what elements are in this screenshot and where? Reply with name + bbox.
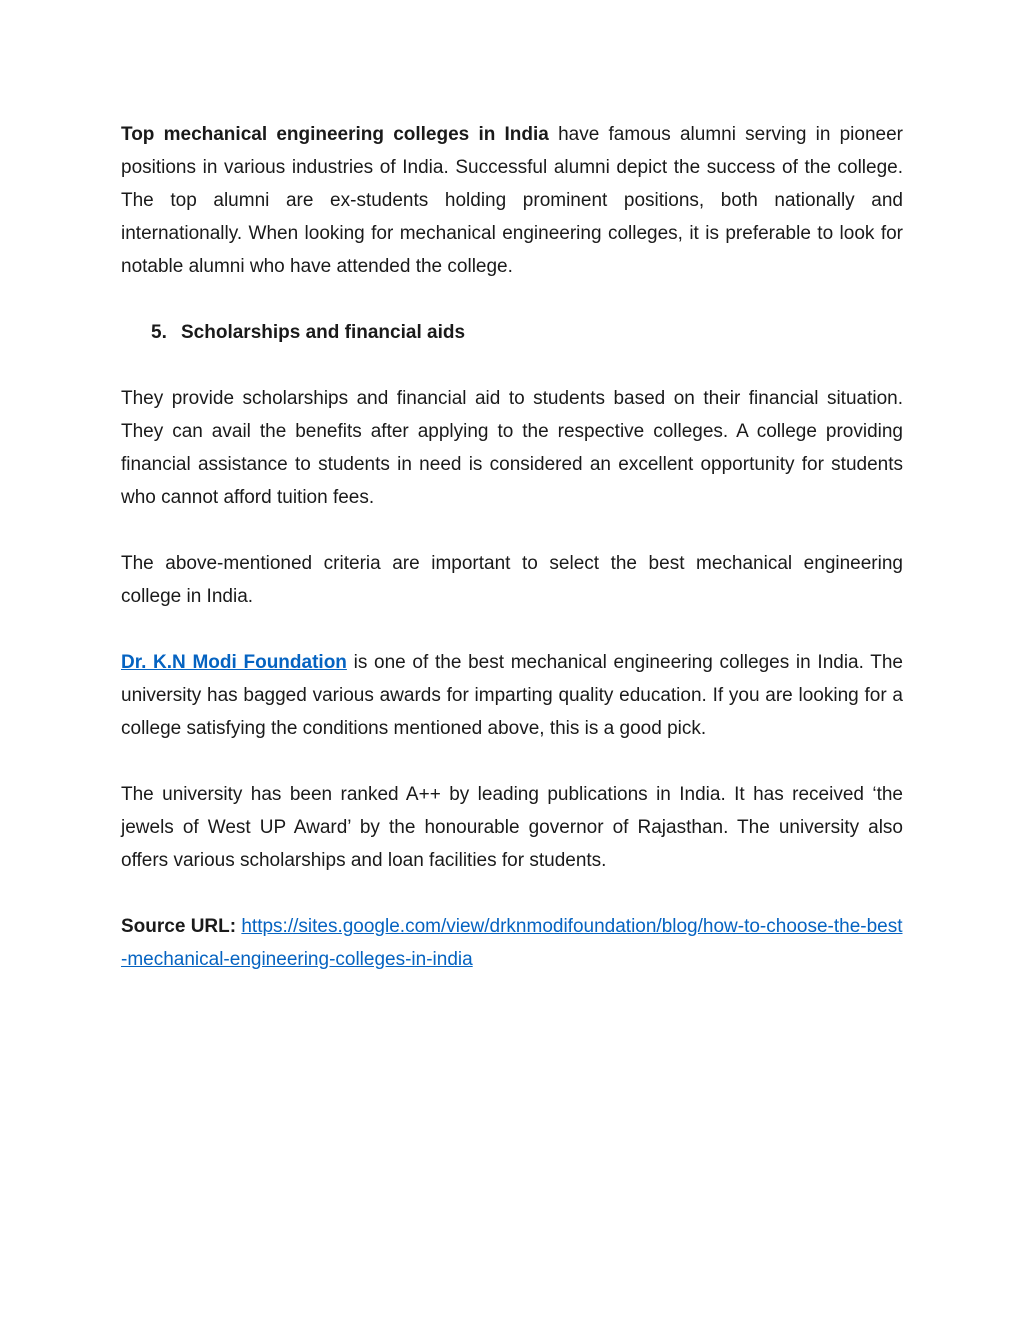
paragraph-foundation — [121, 646, 903, 745]
source-url-link[interactable]: https://sites.google.com/view/drknmodifoundation/blog/how-to-choose-the-best-mechanical-engineering-colleges-in-india — [121, 916, 903, 970]
heading-number: 5. — [151, 322, 167, 343]
foundation-link[interactable]: Dr. K.N Modi Foundation — [121, 652, 347, 673]
paragraph-ranking: The university has been ranked A++ by leading publications in India. It has received ‘the jewels of West UP Award’ by the honourable governor of Rajasthan. The university also offers various scholarships and loan facilities for students. — [121, 784, 903, 871]
section-heading-scholarships — [151, 316, 903, 349]
foundation-body-text: is one of the best mechanical engineering colleges in India. The university has bagged various awards for imparting quality education. If you are looking for a college satisfying the conditions mentioned above, this is a good pick. — [121, 652, 903, 739]
paragraph-criteria: The above-mentioned criteria are important to select the best mechanical engineering college in India. — [121, 553, 903, 607]
document-page — [121, 118, 903, 976]
heading-text: Scholarships and financial aids — [181, 322, 466, 343]
source-label: Source URL: — [121, 916, 237, 937]
paragraph-alumni — [121, 118, 903, 283]
source-line — [121, 910, 903, 976]
alumni-lead-text: Top mechanical engineering colleges in India — [121, 124, 549, 145]
paragraph-scholarships: They provide scholarships and financial aid to students based on their financial situation. They can avail the benefits after applying to the respective colleges. A college providing financial assistance to students in need is considered an excellent opportunity for students who cannot afford tuition fees. — [121, 388, 903, 508]
alumni-body-text: have famous alumni serving in pioneer positions in various industries of India. Successful alumni depict the success of the college. The top alumni are ex-students holding prominent positions, both nationally and internationally. When looking for mechanical engineering colleges, it is preferable to look for notable alumni who have attended the college. — [121, 124, 903, 277]
